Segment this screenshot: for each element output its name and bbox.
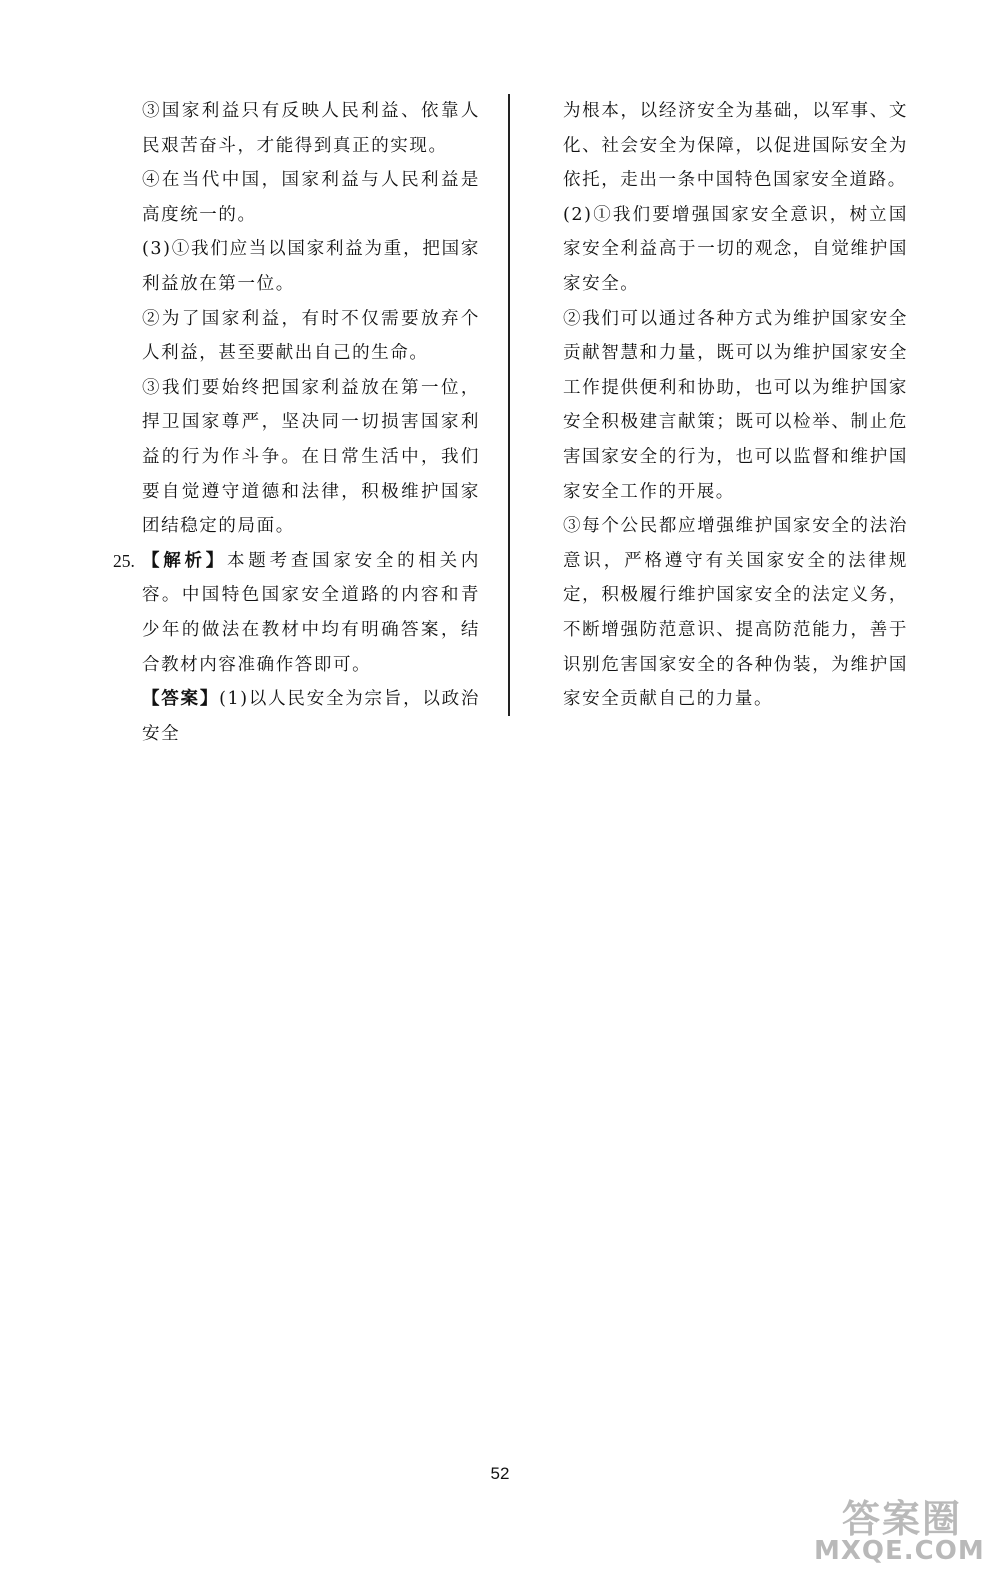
watermark-text: 答案圈 [842, 1497, 963, 1541]
right-paragraph-1: 为根本，以经济安全为基础，以军事、文化、社会安全为保障，以促进国际安全为依托，走出一条中国特色国家安全道路。 [563, 101, 908, 191]
watermark-logo [800, 1488, 990, 1568]
column-divider [508, 94, 510, 716]
answer-paragraph [142, 682, 480, 751]
page-number: 52 [490, 1464, 510, 1483]
left-paragraph-4: ②为了国家利益，有时不仅需要放弃个人利益，甚至要献出自己的生命。 [142, 308, 480, 364]
analysis-paragraph [142, 544, 480, 682]
watermark-url: MXQE.COM [814, 1536, 985, 1566]
question-25 [113, 544, 480, 752]
analysis-text: 本题考查国家安全的相关内容。中国特色国家安全道路的内容和青少年的做法在教材中均有明确答案，结合教材内容准确作答即可。 [142, 550, 480, 675]
left-paragraph-3: (3)①我们应当以国家利益为重，把国家利益放在第一位。 [142, 239, 480, 294]
left-paragraph-2: ④在当代中国，国家利益与人民利益是高度统一的。 [142, 170, 480, 225]
left-paragraph-5: ③我们要始终把国家利益放在第一位，捍卫国家尊严，坚决同一切损害国家利益的行为作斗争。在日常生活中，我们要自觉遵守道德和法律，积极维护国家团结稳定的局面。 [142, 377, 480, 537]
right-paragraph-2: (2)①我们要增强国家安全意识，树立国家安全利益高于一切的观念，自觉维护国家安全。 [563, 204, 908, 294]
question-number: 25. [113, 550, 135, 571]
right-paragraph-4: ③每个公民都应增强维护国家安全的法治意识，严格遵守有关国家安全的法律规定，积极履行维护国家安全的法定义务，不断增强防范意识、提高防范能力，善于识别危害国家安全的各种伪装，为维护国家安全贡献自己的力量。 [563, 516, 908, 710]
left-column [113, 94, 480, 751]
answer-tag: 【答案】 [142, 689, 220, 710]
analysis-tag: 【解析】 [142, 550, 228, 571]
answer-text: (1)以人民安全为宗旨，以政治安全 [142, 689, 480, 744]
right-column [563, 94, 908, 717]
left-paragraph-1: ③国家利益只有反映人民利益、依靠人民艰苦奋斗，才能得到真正的实现。 [142, 101, 480, 156]
right-paragraph-3: ②我们可以通过各种方式为维护国家安全贡献智慧和力量，既可以为维护国家安全工作提供便利和协助，也可以为维护国家安全积极建言献策；既可以检举、制止危害国家安全的行为，也可以监督和维护国家安全工作的开展。 [563, 308, 908, 502]
